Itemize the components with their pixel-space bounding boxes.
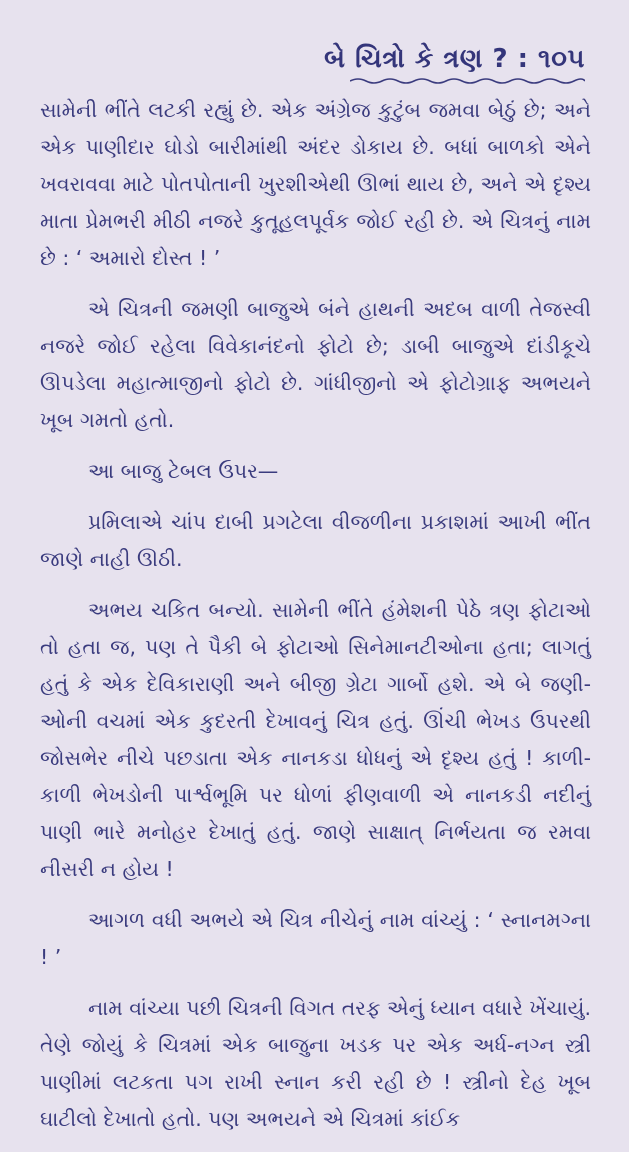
paragraph: અભય ચકિત બન્યો. સામેની ભીંતે હંમેશની પેઠે ત્રણ ફોટાઓ તો હતા જ, પણ તે પૈકી બે ફોટાઓ સિનેમાનટીઓના હતા; લાગતું હતું કે એક દેવિકારાણી અને બીજી ગ્રેટા ગાર્બો હશે. એ બે જણી-ઓની વચમાં એક કુદરતી દેખાવનું ચિત્ર હતું. ઊંચી ભેખડ ઉપરથી જોસભેર નીચે પછડાતા એક નાનકડા ધોધનું એ દૃશ્ય હતું ! કાળી-કાળી ભેખડોની પાર્શ્વભૂમિ પર ધોળાં ફીણવાળી એ નાનકડી નદીનું પાણી ભારે મનોહર દેખાતું હતું. જાણે સાક્ષાત્ નિર્ભયતા જ રમવા નીસરી ન હોય ! — [40, 598, 591, 881]
running-header — [324, 44, 585, 85]
wavy-underline-ornament — [350, 77, 585, 85]
paragraph: સામેની ભીંતે લટકી રહ્યું છે. એક અંગ્રેજ કુટુંબ જમવા બેઠું છે; અને એક પાણીદાર ઘોડો બારીમાંથી અંદર ડોકાય છે. બધાં બાળકો એને ખવરાવવા માટે પોતપોતાની ખુરશીએથી ઊભાં થાય છે, અને એ દૃશ્ય માતા પ્રેમભરી મીઠી નજરે કુતૂહલપૂર્વક જોઈ રહી છે. એ ચિત્રનું નામ છે : ‘ અમારો દોસ્ત ! ’ — [40, 98, 591, 270]
paragraph: પ્રમિલાએ ચાંપ દાબી પ્રગટેલા વીજળીના પ્રકાશમાં આખી ભીંત જાણે નાહી ઊઠી. — [40, 510, 591, 571]
paragraph: આગળ વધી અભયે એ ચિત્ર નીચેનું નામ વાંચ્યું : ‘ સ્નાનમગ્ના ! ’ — [40, 908, 591, 969]
running-title: બે ચિત્રો કે ત્રણ ? : ૧૦૫ — [324, 44, 585, 74]
paragraph: નામ વાંચ્યા પછી ચિત્રની વિગત તરફ એનું ધ્યાન વધારે ખેંચાયું. તેણે જોયું કે ચિત્રમાં એક બાજુના ખડક પર એક અર્ધ-નગ્ન સ્ત્રી પાણીમાં લટકતા પગ રાખી સ્નાન કરી રહી છે ! સ્ત્રીનો દેહ ખૂબ ઘાટીલો દેખાતો હતો. પણ અભયને એ ચિત્રમાં કાંઈક — [40, 996, 591, 1131]
body-text — [40, 92, 591, 1152]
paragraph: એ ચિત્રની જમણી બાજુએ બંને હાથની અદબ વાળી તેજસ્વી નજરે જોઈ રહેલા વિવેકાનંદનો ફોટો છે; ડાબી બાજુએ દાંડીકૂચે ઊપડેલા મહાત્માજીનો ફોટો છે. ગાંધીજીનો એ ફોટોગ્રાફ અભયને ખૂબ ગમતો હતો. — [40, 297, 591, 432]
paragraph: આ બાજુ ટેબલ ઉપર— — [88, 459, 279, 483]
